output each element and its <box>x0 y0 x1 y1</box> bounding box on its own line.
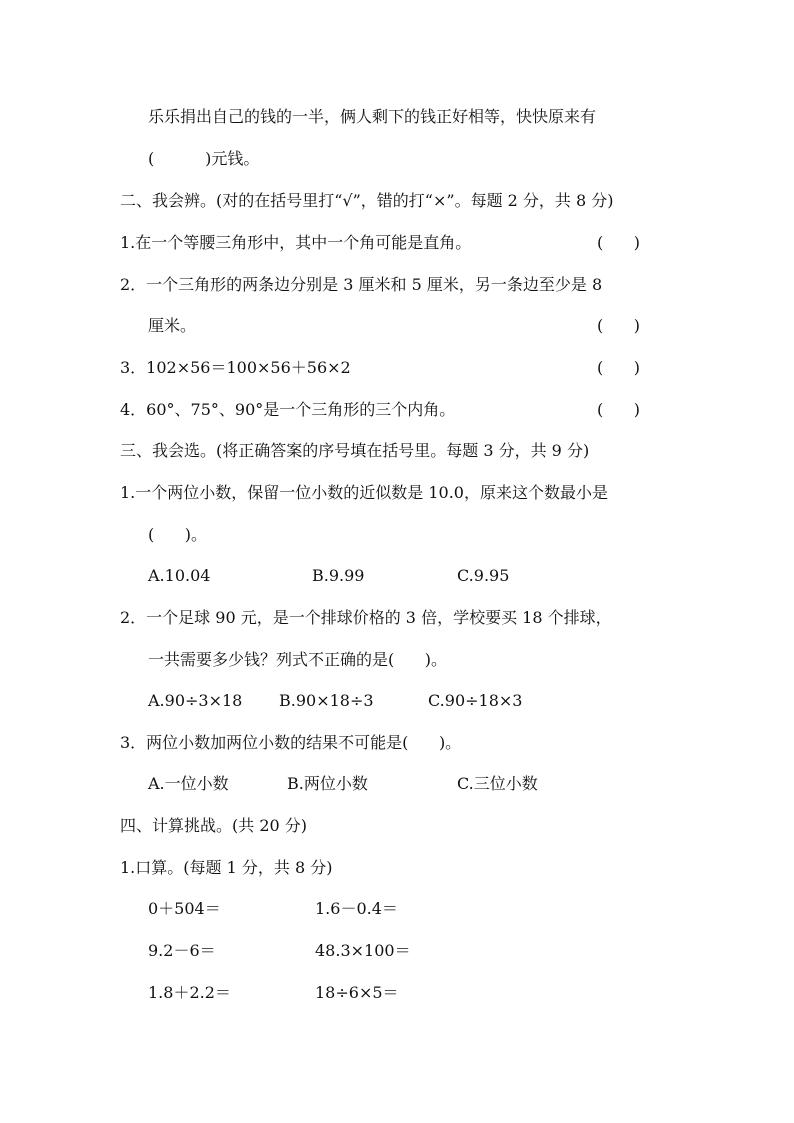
choice-option: A.10.04 <box>148 566 211 585</box>
oral-calc-item: 18÷6×5＝ <box>315 983 399 1002</box>
question-text: 一共需要多少钱？列式不正确的是( )。 <box>148 650 448 669</box>
question-text: 1.在一个等腰三角形中，其中一个角可能是直角。 <box>120 233 472 252</box>
question-text: 3．102×56＝100×56＋56×2 <box>120 358 351 377</box>
section-heading: 四、计算挑战。(共 20 分) <box>120 816 308 835</box>
oral-calc-item: 9.2－6＝ <box>148 941 216 960</box>
subsection-heading: 1.口算。(每题 1 分，共 8 分) <box>120 858 333 877</box>
oral-calc-item: 48.3×100＝ <box>315 941 411 960</box>
answer-blank-line: ( )。 <box>148 525 208 544</box>
choice-option: C.三位小数 <box>457 774 538 793</box>
question-text: 乐乐捐出自己的钱的一半，俩人剩下的钱正好相等，快快原来有 <box>148 107 597 126</box>
answer-bracket: ( ) <box>597 358 640 377</box>
question-text: 2．一个足球 90 元，是一个排球价格的 3 倍，学校要买 18 个排球， <box>120 608 612 627</box>
section-heading: 二、我会辨。(对的在括号里打“√”，错的打“×”。每题 2 分，共 8 分) <box>120 191 614 210</box>
choice-option: B.9.99 <box>312 566 365 585</box>
question-text: 4．60°、75°、90°是一个三角形的三个内角。 <box>120 400 456 419</box>
choice-option: C.9.95 <box>457 566 510 585</box>
choice-option: C.90÷18×3 <box>428 691 523 710</box>
answer-bracket: ( ) <box>597 233 640 252</box>
question-text: 3．两位小数加两位小数的结果不可能是( )。 <box>120 733 462 752</box>
question-text: 厘米。 <box>148 316 197 335</box>
choice-option: A.90÷3×18 <box>148 691 243 710</box>
answer-blank-line: ( )元钱。 <box>148 149 260 168</box>
question-text: 2．一个三角形的两条边分别是 3 厘米和 5 厘米，另一条边至少是 8 <box>120 275 603 294</box>
choice-option: A.一位小数 <box>148 774 229 793</box>
choice-option: B.90×18÷3 <box>279 691 374 710</box>
oral-calc-item: 0＋504＝ <box>148 899 221 918</box>
section-heading: 三、我会选。(将正确答案的序号填在括号里。每题 3 分，共 9 分) <box>120 441 590 460</box>
question-text: 1.一个两位小数，保留一位小数的近似数是 10.0，原来这个数最小是 <box>120 483 608 502</box>
answer-bracket: ( ) <box>597 316 640 335</box>
answer-bracket: ( ) <box>597 400 640 419</box>
choice-option: B.两位小数 <box>287 774 368 793</box>
oral-calc-item: 1.8＋2.2＝ <box>148 983 231 1002</box>
oral-calc-item: 1.6－0.4＝ <box>315 899 398 918</box>
